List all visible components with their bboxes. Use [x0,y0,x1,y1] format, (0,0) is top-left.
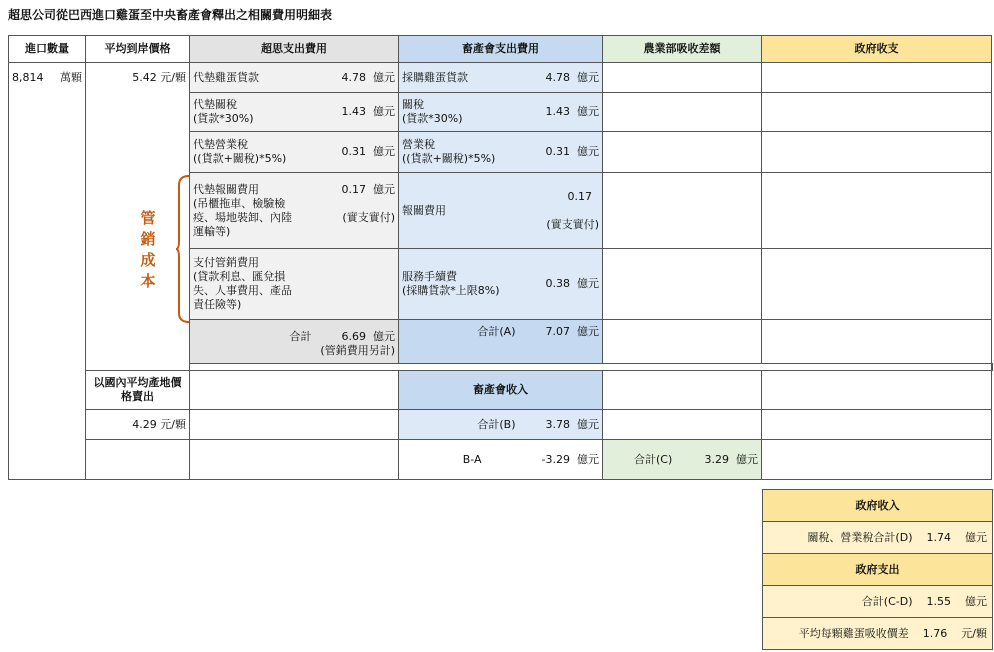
moa-cell-9 [603,410,762,440]
qty-value: 8,814 [12,71,44,84]
price-blank-10 [86,440,190,480]
income-total: 合計(B) 3.78 億元 [399,410,603,440]
page-title: 超思公司從巴西進口雞蛋至中央畜產會釋出之相關費用明細表 [8,8,333,22]
chaosi-total-note: (管銷費用另計) [320,343,395,357]
council-row-5: 服務手續費 (採購貨款*上限8%) 0.38 億元 [399,249,603,320]
header-council: 畜產會支出費用 [399,36,603,63]
price-cell: 5.42 元/顆 [86,63,190,371]
chaosi-blank-9 [190,410,399,440]
brace-icon [176,175,190,323]
moa-cell-6 [603,320,762,364]
moa-cell-4 [603,173,762,249]
chaosi-total: 合計 6.69 億元 (管銷費用另計) [190,320,399,364]
chaosi-row-3: 代墊營業稅 ((貨款+關稅)*5%) 0.31 億元 [190,132,399,173]
council-income-header: 畜產會收入 [399,371,603,410]
chaosi-row-1: 代墊雞蛋貨款 4.78 億元 [190,63,399,93]
gov-expense-row: 合計(C-D) 1.55 億元 [763,586,993,618]
moa-cell-2 [603,93,762,132]
council-row-1: 採購雞蛋貨款 4.78 億元 [399,63,603,93]
moa-cell-3 [603,132,762,173]
gov-cell-3 [762,132,992,173]
chaosi-blank-8 [190,371,399,410]
header-moa: 農業部吸收差額 [603,36,762,63]
header-gov: 政府收支 [762,36,992,63]
qty-unit: 萬顆 [60,71,82,84]
moa-cell-5 [603,249,762,320]
qty-cell [9,63,86,480]
header-price: 平均到岸價格 [86,36,190,63]
council-total: 合計(A) 7.07 億元 [399,320,603,364]
sep-gov [992,364,993,371]
gov-cell-2 [762,93,992,132]
moa-cell-8 [603,371,762,410]
gov-cell-5 [762,249,992,320]
brace-label: 管 銷 成 本 [140,209,156,290]
council-row-2: 關稅 (貨款*30%) 1.43 億元 [399,93,603,132]
chaosi-row-2: 代墊關稅 (貨款*30%) 1.43 億元 [190,93,399,132]
council-row-4: 報關費用 0.17 (實支實付) [399,173,603,249]
chaosi-blank-10 [190,440,399,480]
gov-cell-1 [762,63,992,93]
gov-income-row: 關稅、營業稅合計(D) 1.74 億元 [763,522,993,554]
avg-diff-row: 平均每顆雞蛋吸收價差 1.76 元/顆 [763,618,993,650]
chaosi-row-4: 代墊報關費用 (吊櫃拖車、檢驗檢疫、場地裝卸、內陸運輸等) 0.17 億元 (實支實付) [190,173,399,249]
ba-cell: B-A -3.29 億元 [399,440,603,480]
gov-cell-8 [762,371,992,410]
moa-total: 合計(C) 3.29 億元 [603,440,762,480]
domestic-label: 以國內平均產地價格賣出 [86,371,190,410]
gov-cell-10 [762,440,992,480]
header-chaosi: 超思支出費用 [190,36,399,63]
gov-expense-title: 政府支出 [763,554,993,586]
gov-cell-9 [762,410,992,440]
separator-row [190,364,992,371]
header-qty: 進口數量 [9,36,86,63]
moa-cell-1 [603,63,762,93]
gov-cell-4 [762,173,992,249]
domestic-price: 4.29 元/顆 [86,410,190,440]
gov-income-title: 政府收入 [763,490,993,522]
council-row-3: 營業稅 ((貨款+關稅)*5%) 0.31 億元 [399,132,603,173]
gov-table [762,489,993,650]
chaosi-row-5: 支付管銷費用 (貸款利息、匯兌損失、人事費用、產品責任險等) [190,249,399,320]
gov-cell-6 [762,320,992,364]
